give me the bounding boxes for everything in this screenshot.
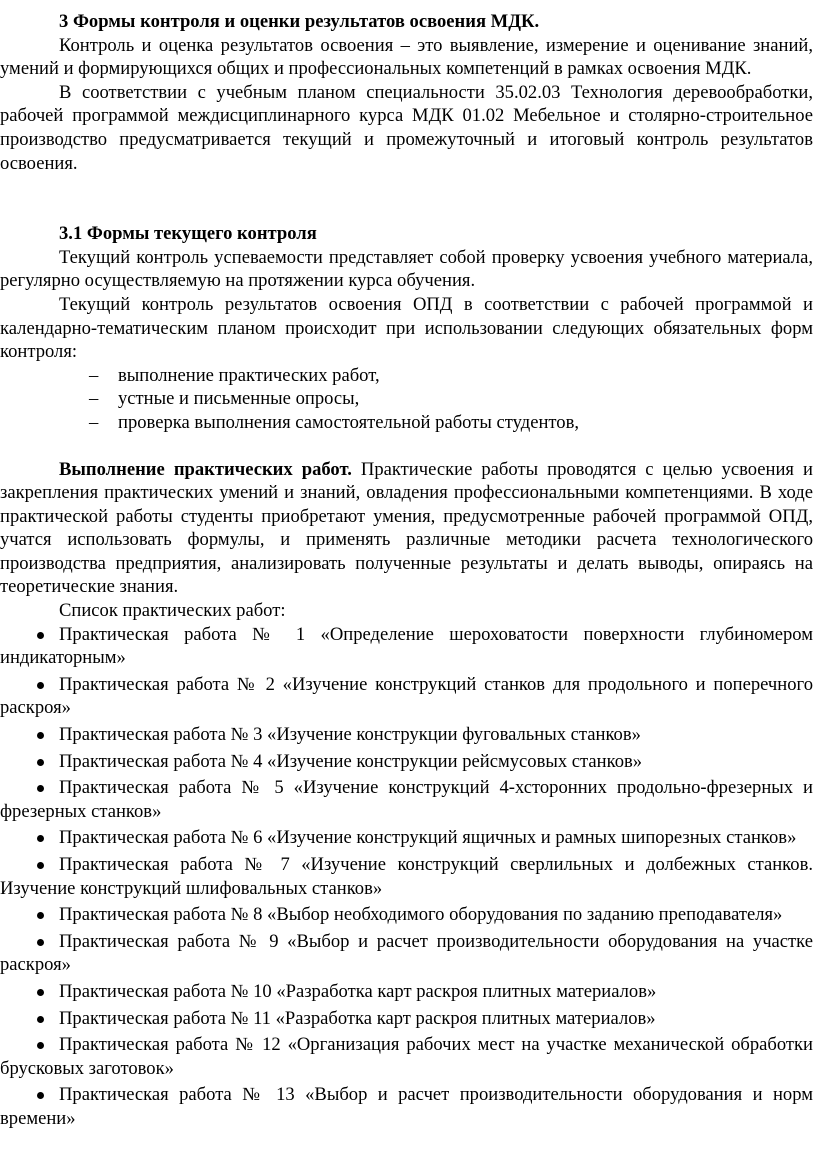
practical-works-text: Практические работы проводятся с целью усвоения и закрепления практических умений и знаний, овладения профессиональными компетенциями. В ходе практической работы студенты приобретают умения, предусмотренные рабочей программой ОПД, учатся использовать формулы, и применять различные методики расчета технологического производства предприятия, анализировать полученные результаты и делать выводы, опираясь на теоретические знания. <box>0 458 813 598</box>
paragraph-spacer <box>0 435 815 458</box>
practical-work-item <box>0 623 815 670</box>
bullet-dot-icon <box>37 939 44 946</box>
practical-work-text: Практическая работа № 6 «Изучение конструкций ящичных и рамных шипорезных станков» <box>59 827 797 849</box>
control-form-item <box>0 364 815 388</box>
bullet-dot-icon <box>37 632 44 639</box>
bullet-dot-icon <box>37 732 44 739</box>
dash-marker: – <box>89 411 99 433</box>
practical-work-text: Практическая работа № 5 «Изучение конструкций 4-хсторонних продольно-фрезерных и фрезерных станков» <box>0 777 813 822</box>
practical-work-item <box>0 776 815 823</box>
bullet-dot-icon <box>37 1016 44 1023</box>
section-3-paragraph-2: В соответствии с учебным планом специальности 35.02.03 Технология деревообработки, рабочей программой междисциплинарного курса МДК 01.02 Мебельное и столярно-строительное производство предусматривается текущий и промежуточный и итоговый контроль результатов освоения. <box>0 81 813 174</box>
control-form-text: проверка выполнения самостоятельной работы студентов, <box>118 411 580 433</box>
bullet-dot-icon <box>37 989 44 996</box>
practical-work-item <box>0 930 815 977</box>
control-form-text: выполнение практических работ, <box>118 364 380 386</box>
practical-work-item <box>0 826 815 850</box>
section-3-1-paragraph-2: Текущий контроль результатов освоения ОПД в соответствии с рабочей программой и календарно-тематическим планом происходит при использовании следующих обязательных форм контроля: <box>0 293 813 363</box>
practical-work-text: Практическая работа № 10 «Разработка карт раскроя плитных материалов» <box>59 980 657 1002</box>
dash-marker: – <box>89 388 99 410</box>
practical-work-item <box>0 673 815 720</box>
practical-work-item <box>0 980 815 1004</box>
practical-work-item <box>0 853 815 900</box>
practical-work-text: Практическая работа № 13 «Выбор и расчет производительности оборудования и норм времени» <box>0 1084 813 1129</box>
document-page <box>0 10 815 1134</box>
practical-work-item <box>0 1033 815 1080</box>
practical-work-text: Практическая работа № 11 «Разработка карт раскроя плитных материалов» <box>59 1007 656 1029</box>
control-form-item <box>0 387 815 411</box>
practical-work-text: Практическая работа № 3 «Изучение конструкции фуговальных станков» <box>59 724 641 746</box>
control-forms-list <box>0 364 815 435</box>
control-form-item <box>0 411 815 435</box>
practical-work-text: Практическая работа № 7 «Изучение конструкций сверлильных и долбежных станков. Изучение конструкций шлифовальных станков» <box>0 854 813 899</box>
bullet-dot-icon <box>37 682 44 689</box>
practical-list-title: Список практических работ: <box>59 600 286 622</box>
practical-work-item <box>0 723 815 747</box>
section-3-paragraph-1: Контроль и оценка результатов освоения – это выявление, измерение и оценивание знаний, умений и формирующихся общих и профессиональных компетенций в рамках освоения МДК. <box>0 34 813 80</box>
practical-work-item <box>0 750 815 774</box>
practical-work-text: Практическая работа № 12 «Организация рабочих мест на участке механической обработки брусковых заготовок» <box>0 1034 813 1079</box>
section-3-1-paragraph-1: Текущий контроль успеваемости представляет собой проверку усвоения учебного материала, регулярно осуществляемую на протяжении курса обучения. <box>0 246 813 292</box>
section-spacer <box>0 175 815 222</box>
bullet-dot-icon <box>37 759 44 766</box>
practical-work-text: Практическая работа № 8 «Выбор необходимого оборудования по заданию преподавателя» <box>59 904 783 926</box>
section-3-1-title: 3.1 Формы текущего контроля <box>59 223 317 245</box>
practical-works-list <box>0 623 815 1131</box>
practical-work-item <box>0 1007 815 1031</box>
dash-marker: – <box>89 364 99 386</box>
practical-works-paragraph <box>0 458 815 600</box>
bullet-dot-icon <box>37 862 44 869</box>
practical-work-text: Практическая работа № 2 «Изучение конструкций станков для продольного и поперечного раскроя» <box>0 673 813 719</box>
section-3-title: 3 Формы контроля и оценки результатов освоения МДК. <box>59 11 540 32</box>
practical-work-text: Практическая работа № 9 «Выбор и расчет производительности оборудования на участке раскроя» <box>0 930 813 976</box>
practical-works-lead: Выполнение практических работ. <box>59 458 352 480</box>
practical-work-item <box>0 903 815 927</box>
practical-work-item <box>0 1083 815 1130</box>
practical-work-text: Практическая работа № 4 «Изучение конструкции рейсмусовых станков» <box>59 750 643 772</box>
control-form-text: устные и письменные опросы, <box>118 388 360 410</box>
practical-work-text: Практическая работа № 1 «Определение шероховатости поверхности глубиномером индикаторным» <box>0 623 813 669</box>
